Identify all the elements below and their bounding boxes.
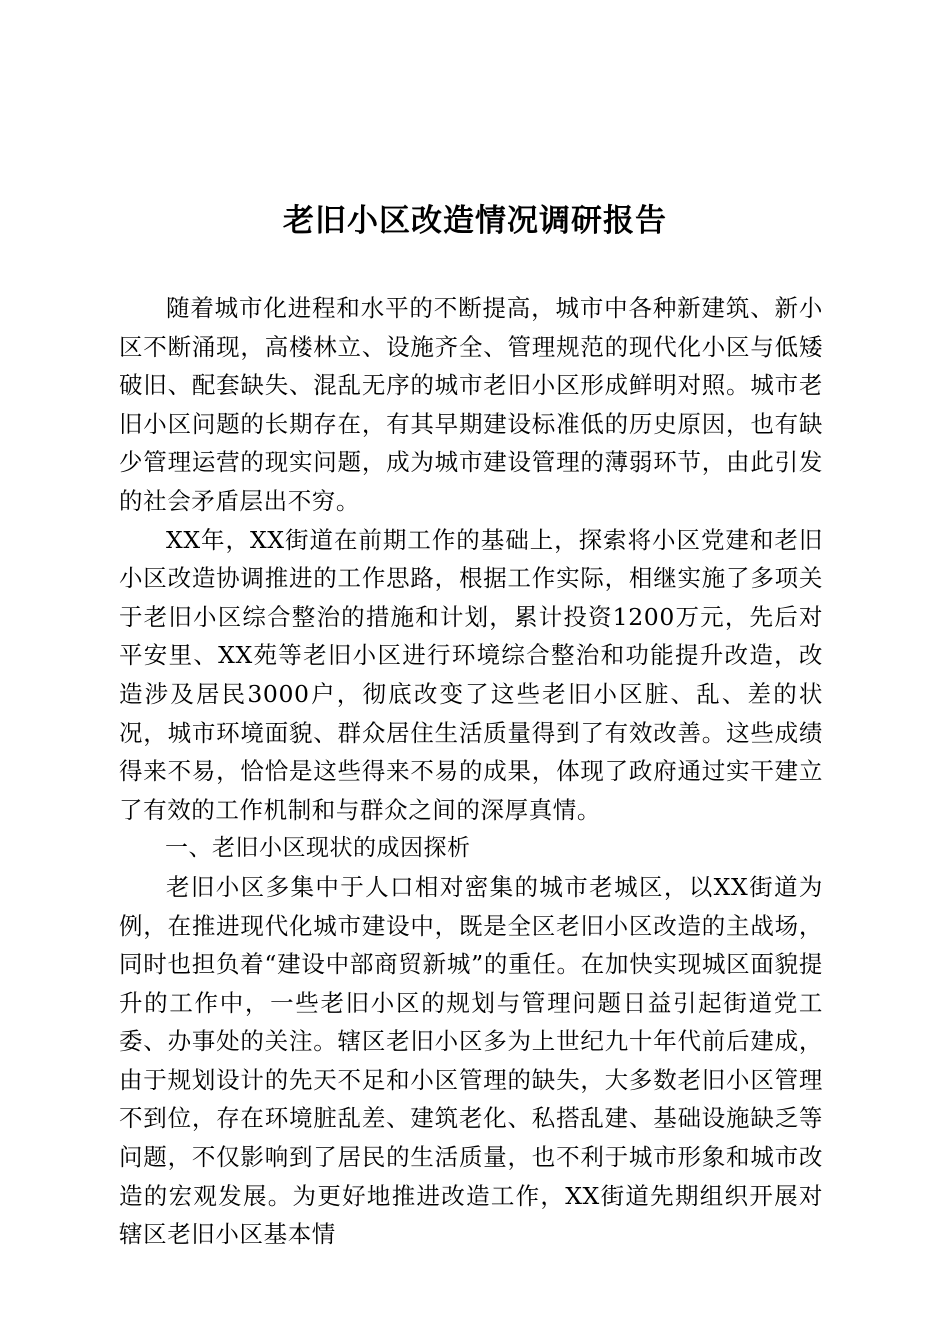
- document-body: [119, 289, 823, 1254]
- progress-paragraph: XX年，XX街道在前期工作的基础上，探索将小区党建和老旧小区改造协调推进的工作思路，根据工作实际，相继实施了多项关于老旧小区综合整治的措施和计划，累计投资1200万元，先后对平安里、XX苑等老旧小区进行环境综合整治和功能提升改造，改造涉及居民3000户，彻底改变了这些老旧小区脏、乱、差的状况，城市环境面貌、群众居住生活质量得到了有效改善。这些成绩得来不易，恰恰是这些得来不易的成果，体现了政府通过实干建立了有效的工作机制和与群众之间的深厚真情。: [119, 525, 823, 824]
- document-title: 老旧小区改造情况调研报告: [283, 203, 667, 239]
- section-heading: 一、老旧小区现状的成因探析: [165, 835, 471, 862]
- intro-paragraph: 随着城市化进程和水平的不断提高，城市中各种新建筑、新小区不断涌现，高楼林立、设施齐全、管理规范的现代化小区与低矮破旧、配套缺失、混乱无序的城市老旧小区形成鲜明对照。城市老旧小区问题的长期存在，有其早期建设标准低的历史原因，也有缺少管理运营的现实问题，成为城市建设管理的薄弱环节，由此引发的社会矛盾层出不穷。: [119, 294, 823, 515]
- section-paragraph: 老旧小区多集中于人口相对密集的城市老城区，以XX街道为例，在推进现代化城市建设中，既是全区老旧小区改造的主战场，同时也担负着“建设中部商贸新城”的重任。在加快实现城区面貌提升的工作中，一些老旧小区的规划与管理问题日益引起街道党工委、办事处的关注。辖区老旧小区多为上世纪九十年代前后建成，由于规划设计的先天不足和小区管理的缺失，大多数老旧小区管理不到位，存在环境脏乱差、建筑老化、私搭乱建、基础设施缺乏等问题，不仅影响到了居民的生活质量，也不利于城市形象和城市改造的宏观发展。为更好地推进改造工作，XX街道先期组织开展对辖区老旧小区基本情: [119, 872, 823, 1249]
